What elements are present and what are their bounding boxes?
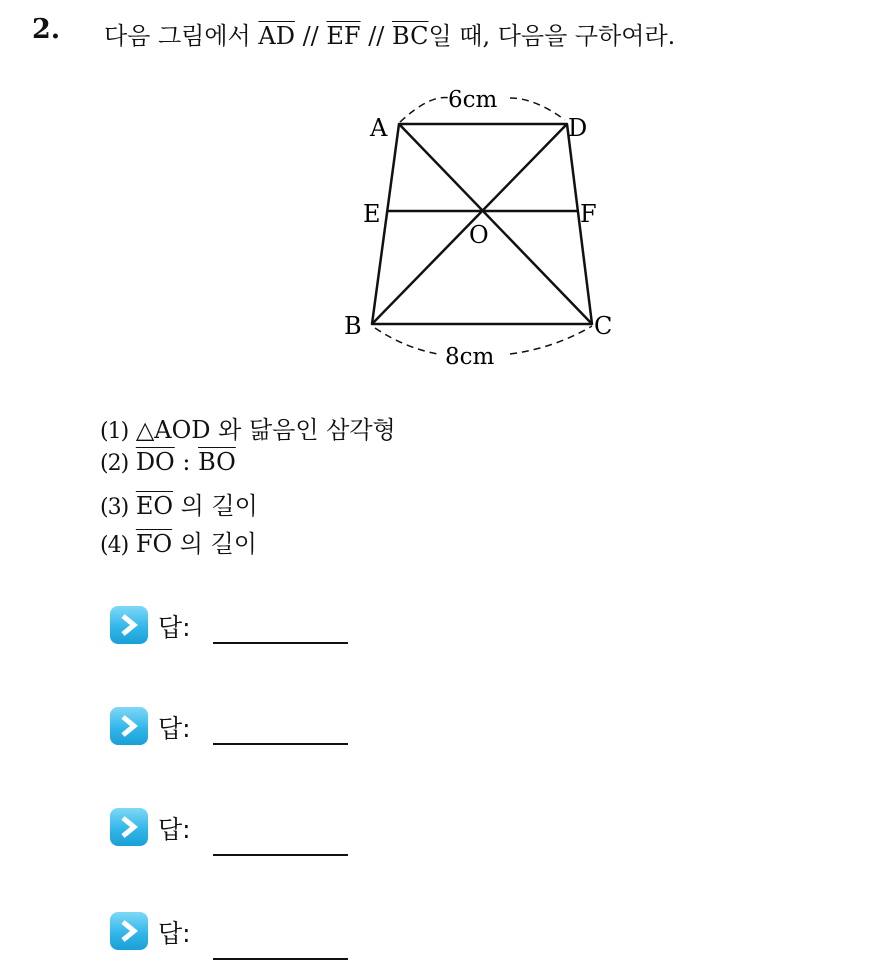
answer-label: 답: <box>158 714 191 743</box>
ratio-separator: : <box>174 448 199 476</box>
chevron-right-icon <box>110 707 148 745</box>
subquestion-text: 의 길이 <box>173 492 258 520</box>
subquestion-number: (4) <box>100 533 129 558</box>
segment-ad: $\overline{AD}$ <box>258 22 295 50</box>
segment-eo: $\overline{EO}$ <box>135 492 174 520</box>
segment-do: $\overline{DO}$ <box>135 448 175 476</box>
answer-label: 답: <box>158 613 191 642</box>
segment-fo: $\overline{FO}$ <box>135 530 173 558</box>
subquestion-text: △AOD 와 닮음인 삼각형 <box>135 416 396 444</box>
trapezoid-figure <box>330 80 630 380</box>
subquestion-number: (2) <box>100 451 129 476</box>
answer-blank[interactable] <box>213 958 348 960</box>
parallel-symbol: // <box>294 22 327 50</box>
label-a: A <box>370 114 388 142</box>
segment-bc: $\overline{BC}$ <box>392 22 429 50</box>
label-o: O <box>469 221 489 249</box>
subquestion-4 <box>100 524 257 559</box>
answer-blank[interactable] <box>213 642 348 644</box>
subquestion-text: 의 길이 <box>172 530 257 558</box>
label-f: F <box>580 200 597 228</box>
bottom-dimension-arc <box>375 328 438 354</box>
top-length-label: 6cm <box>448 87 498 113</box>
question-suffix: 일 때, 다음을 구하여라. <box>428 22 676 50</box>
answer-row-2 <box>110 707 360 767</box>
trapezoid-diagram <box>330 80 630 380</box>
diagonal-ac <box>399 124 592 324</box>
chevron-right-icon <box>110 606 148 644</box>
label-b: B <box>344 312 362 340</box>
answer-label: 답: <box>158 919 191 948</box>
segment-ef: $\overline{EF}$ <box>326 22 361 50</box>
label-c: C <box>594 312 613 340</box>
question-prefix: 다음 그림에서 <box>104 22 259 50</box>
answer-blank[interactable] <box>213 854 348 856</box>
question-number: 2. <box>32 14 61 45</box>
label-d: D <box>568 114 588 142</box>
parallel-symbol: // <box>360 22 392 50</box>
chevron-right-icon <box>110 912 148 950</box>
question-text <box>104 16 675 51</box>
answer-label: 답: <box>158 815 191 844</box>
label-e: E <box>363 200 381 228</box>
subquestion-number: (1) <box>100 419 129 444</box>
segment-bo: $\overline{BO}$ <box>198 448 236 476</box>
top-dimension-arc <box>510 98 565 120</box>
top-dimension-arc <box>400 98 450 123</box>
bottom-dimension-arc <box>510 326 592 354</box>
answer-row-4 <box>110 912 360 972</box>
subquestion-number: (3) <box>100 495 129 520</box>
bottom-length-label: 8cm <box>445 344 495 370</box>
answer-row-1 <box>110 606 360 666</box>
subquestion-3 <box>100 486 258 521</box>
answer-blank[interactable] <box>213 743 348 745</box>
answer-row-3 <box>110 808 360 868</box>
chevron-right-icon <box>110 808 148 846</box>
subquestion-2 <box>100 448 236 476</box>
subquestion-1 <box>100 410 396 445</box>
